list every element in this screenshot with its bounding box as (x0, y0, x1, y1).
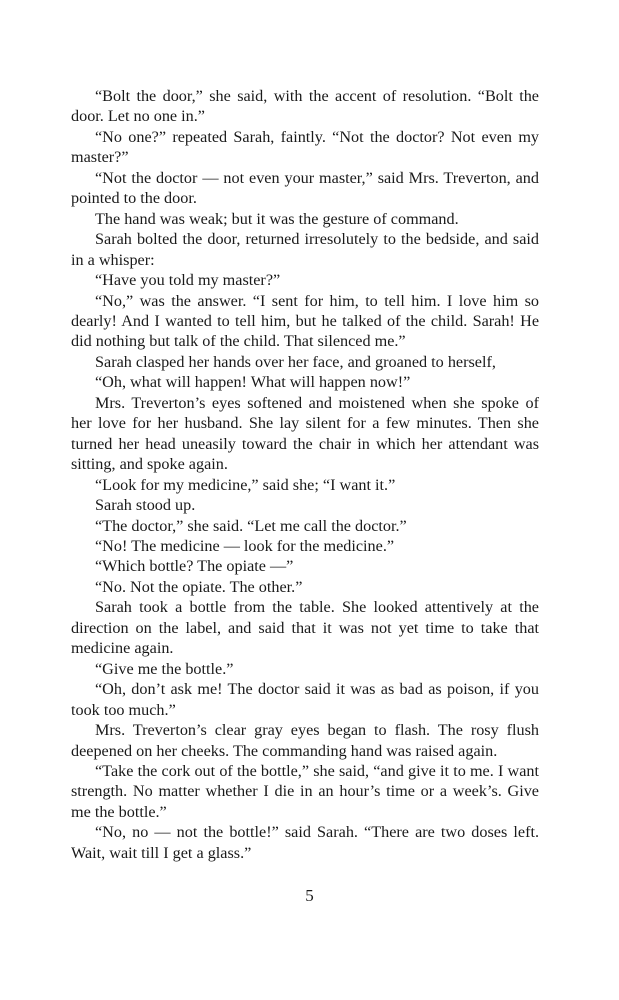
paragraph: “No! The medicine — look for the medicine.” (95, 536, 395, 555)
paragraph: The hand was weak; but it was the gesture of command. (95, 209, 459, 228)
paragraph: Mrs. Treverton’s clear gray eyes began to flash. The rosy flush deepened on her cheeks. The commanding hand was raised again. (71, 721, 539, 760)
paragraph: Sarah clasped her hands over her face, and groaned to herself, (95, 352, 496, 371)
paragraph: “Look for my medicine,” said she; “I want it.” (95, 475, 396, 494)
paragraph: “Not the doctor — not even your master,” said Mrs. Treverton, and pointed to the door. (71, 168, 539, 208)
paragraph: Sarah took a bottle from the table. She looked attentively at the direction on the label, and said that it was not yet time to take that medicine again. (71, 598, 539, 658)
page-number: 5 (305, 886, 314, 905)
paragraph: “No,” was the answer. “I sent for him, to tell him. I love him so dearly! And I wanted to tell him, but he talked of the child. Sarah! He did nothing but talk of the child. That silenced me.” (71, 291, 539, 351)
paragraph: Sarah bolted the door, returned irresolutely to the bedside, and said in a whisper: (71, 230, 539, 269)
paragraph: Sarah stood up. (95, 496, 196, 515)
paragraph: “No one?” repeated Sarah, faintly. “Not the doctor? Not even my master?” (71, 127, 539, 167)
paragraph: “No. Not the opiate. The other.” (95, 577, 303, 596)
paragraph: “The doctor,” she said. “Let me call the doctor.” (95, 516, 407, 535)
paragraph: Mrs. Treverton’s eyes softened and moistened when she spoke of her love for her husband. She lay silent for a few minutes. Then she turned her head uneasily toward the chair in which her attendant was sitting, and spoke again. (71, 393, 539, 474)
paragraph: “Give me the bottle.” (95, 659, 234, 678)
paragraph: “Have you told my master?” (95, 271, 281, 290)
paragraph: “No, no — not the bottle!” said Sarah. “There are two doses left. Wait, wait till I get a glass.” (71, 823, 539, 862)
page-body (71, 86, 539, 863)
paragraph: “Take the cork out of the bottle,” she said, “and give it to me. I want strength. No matter whether I die in an hour’s time or a week’s. Give me the bottle.” (71, 761, 539, 821)
paragraph: “Bolt the door,” she said, with the accent of resolution. “Bolt the door. Let no one in.” (71, 87, 539, 126)
paragraph: “Oh, don’t ask me! The doctor said it was as bad as poison, if you took too much.” (71, 680, 539, 719)
paragraph: “Which bottle? The opiate —” (95, 557, 294, 576)
paragraph: “Oh, what will happen! What will happen now!” (95, 373, 411, 392)
